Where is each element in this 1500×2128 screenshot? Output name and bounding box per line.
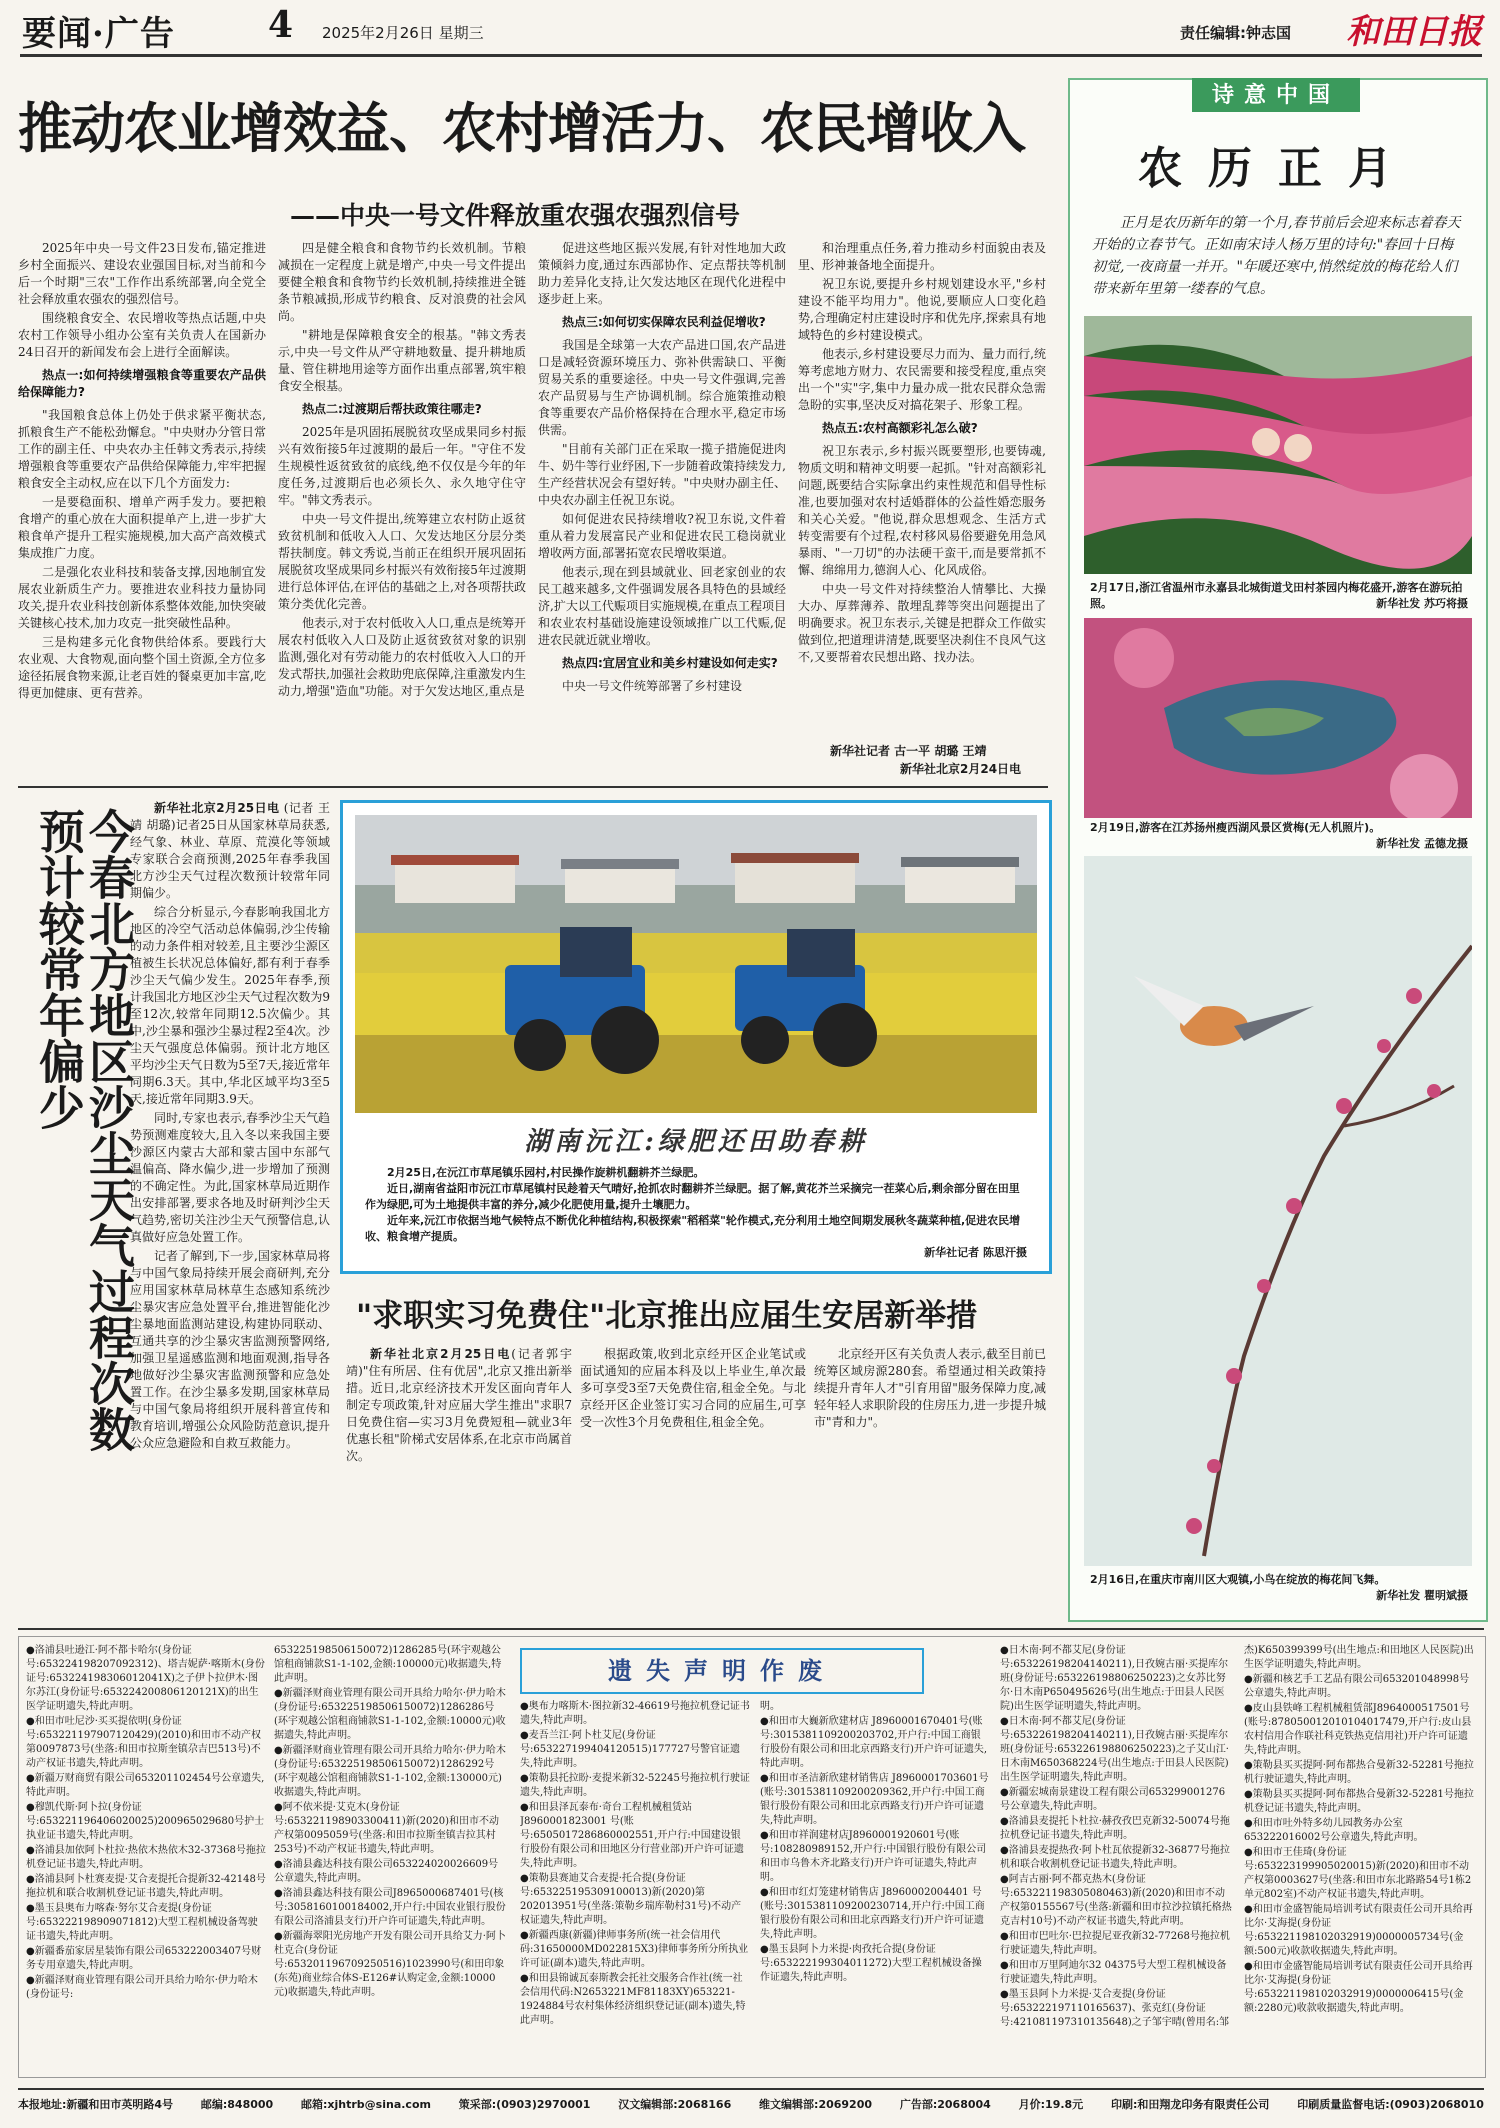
notice-item: ●洛浦县吐逊江·阿不都卡哈尔(身份证号:653224198207092312)、塔吉妮萨·喀斯木(身份证号:653224198306012041X)之子伊卜拉伊木·图尔苏江(身份证号:653224200806120121X)的出生医学证明遗失,特此声明。 bbox=[26, 1645, 265, 1712]
notice-column-2 bbox=[274, 1644, 508, 2070]
issue-date: 2025年2月26日 星期三 bbox=[322, 24, 484, 42]
jobs-para-1: "住有所居、住有优居",北京又推出新举措。近日,北京经济技术开发区面向青年人制定专项政策,针对应届大学生推出"求职7日免费住宿—实习3月免费短租—就业3年优惠长租"阶梯式安居体系,在北京市尚属首次。 bbox=[346, 1364, 572, 1463]
notice-item: ●新疆番茄家居星装饰有限公司653222003407号财务专用章遗失,特此声明。 bbox=[26, 1946, 262, 1971]
notice-item: ●新疆万财商贸有限公司653201102454号公章遗失,特此声明。 bbox=[26, 1773, 265, 1798]
notice-item: ●洛浦县阿卜杜赛麦提·艾合麦提托合提新32-42148号拖拉机和联合收割机登记证书遗失,特此声明。 bbox=[26, 1874, 266, 1899]
lead-paragraph: 他表示,对于农村低收入人口,重点是统筹开展农村低收入人口及防止返贫致贫对象的识别监测,强化对有劳动能力的农村低收入人口的开发式帮扶,加强社会救助兜底保障,注重激发内生动力,增强"造血"功能。对于欠发达地区,重点是 bbox=[278, 616, 526, 698]
footer-printer: 印刷:和田翔龙印务有限责任公司 bbox=[1111, 2098, 1270, 2111]
lead-hot-topic-heading: 热点二:过渡期后帮扶政策往哪走? bbox=[302, 402, 482, 416]
notice-item: ●新疆西康(新疆)律师事务所(统一社会信用代码:31650000MD022815X3)律师事务所分所执业许可证(副本)遗失,特此声明。 bbox=[520, 1930, 749, 1969]
lead-paragraph: 促进这些地区振兴发展,有针对性地加大政策倾斜力度,通过东西部协作、定点帮扶等机制助力差异化支持,让欠发达地区在现代化进程中逐步赶上来。 bbox=[538, 241, 786, 306]
lead-paragraph: 三是构建多元化食物供给体系。要践行大农业观、大食物观,面向整个国土资源,全方位多途径拓展食物来源,让老百姓的餐桌更加丰富,吃得更加健康、更有营养。 bbox=[18, 635, 266, 700]
lead-paragraph: 祝卫东说,要提升乡村规划建设水平,"乡村建设不能平均用力"。他说,要顺应人口变化趋势,合理确定村庄建设时序和优先序,探索具有地域特色的乡村建设模式。 bbox=[798, 277, 1046, 342]
lead-paragraph: "目前有关部门正在采取一揽子措施促进肉牛、奶牛等行业纾困,下一步随着政策持续发力,生产经营状况会有望好转。"中央财办副主任、中央农办副主任祝卫东说。 bbox=[538, 442, 786, 507]
notice-item: ●和田市吐尼沙·买买提依明(身份证号:653221197907120429)(2010)和田市不动产权第0097873号(坐落:和田市拉斯奎镇尕吉巴513号)不动产权证书遗失,特此声明。 bbox=[26, 1716, 262, 1769]
lead-paragraph: 2025年中央一号文件23日发布,锚定推进乡村全面振兴、建设农业强国目标,对当前和今后一个时期"三农"工作作出系统部署,向全党全社会释放重农强农的强烈信号。 bbox=[18, 241, 266, 306]
footer-uyghur-editorial: 维文编辑部:2069200 bbox=[759, 2098, 873, 2111]
footer-ads: 广告部:2068004 bbox=[899, 2098, 991, 2111]
notice-item: ●和田市万里阿迪尔32 04375号大型工程机械设备行驶证遗失,特此声明。 bbox=[1000, 1960, 1227, 1985]
lead-paragraph: 二是强化农业科技和装备支撑,因地制宜发展农业新质生产力。要推进农业科技力量协同攻关,提升农业科技创新体系整体效能,加快突破关键核心技术,加力攻克一批突破性品种。 bbox=[18, 565, 266, 630]
notice-item: ●和田市王佳琦(身份证号:653223199905020015)新(2020)和田市不动产权第0003627号(坐落:和田市东北路路54号1栋2单元802室)不动产权证书遗失,特此声明。 bbox=[1244, 1847, 1472, 1900]
jobs-para-2: 根据政策,收到北京经开区企业笔试或面试通知的应届本科及以上毕业生,单次最多可享受3至7天免费住宿,租金全免。与北京经开区企业签订实习合同的应届生,可享受一次性3个月免费租住,租金全免。 bbox=[580, 1347, 806, 1429]
notice-item: ●和田县泽瓦泰布·奇台工程机械租赁站 J8960001823001 号(账号:6505017286860002551,开户行:中国建设银行股份有限公司和田地区分行营业部)开户许可证遗失,特此声明。 bbox=[520, 1802, 744, 1869]
notice-item: ●日木南·阿不都艾尼(身份证号:653226198204140211),日孜婉古丽·买提库尔班(身份证号:653226198806250223)之子艾山江·日木南M650368224号(出生地点:于田县人民医院)出生医学证明遗失,特此声明。 bbox=[1000, 1716, 1229, 1783]
lead-byline: 新华社记者 古一平 胡璐 王靖 bbox=[830, 744, 987, 758]
notice-item: ●墨玉县奥布力喀森·努尔艾合麦提(身份证号:653222198909071812)大型工程机械设备驾驶证书遗失,特此声明。 bbox=[26, 1903, 258, 1942]
notice-item: ●和田县锦诚瓦泰斯教会托社交服务合作社(统一社会信用代码:N2653221MF81183XY)653221-1924884号农村集体经济组织登记证(副本)遗失,特此声明。 bbox=[520, 1973, 746, 2026]
dust-reporters: (记者 王靖 胡璐) bbox=[130, 801, 330, 832]
lead-paragraph: 围绕粮食安全、农民增收等热点话题,中央农村工作领导小组办公室有关负责人在国新办24日召开的新闻发布会上进行全面解读。 bbox=[18, 311, 266, 359]
notice-column-4 bbox=[760, 1700, 990, 2070]
lead-paragraph: "我国粮食总体上仍处于供求紧平衡状态,抓粮食生产不能松劲懈怠。"中央财办分管日常工作的副主任、中央农办主任韩文秀表示,持续增强粮食等重要农产品供给保障能力,牢牢把握粮食安全主动权,应在以下几个方面发力: bbox=[18, 408, 266, 490]
lead-paragraph: 中央一号文件提出,统筹建立农村防止返贫致贫机制和低收入人口、欠发达地区分层分类帮扶制度。韩文秀说,当前正在组织开展巩固拓展脱贫攻坚成果同乡村振兴有效衔接5年过渡期进行总体评估,在评估的基础之上,对各项帮扶政策分类优化完善。 bbox=[278, 512, 526, 611]
photo-caption-line-1: 2月25日,在沅江市草尾镇乐园村,村民操作旋耕机翻耕芥兰绿肥。 bbox=[387, 1166, 705, 1179]
lead-dateline-end: 新华社北京2月24日电 bbox=[900, 762, 1022, 776]
notice-item: ●洛浦县麦提热孜·阿卜杜瓦依提新32-36877号拖拉机和联合收割机登记证书遗失,特此声明。 bbox=[1000, 1845, 1230, 1870]
lead-paragraph: 和治理重点任务,着力推动乡村面貌由表及里、形神兼备地全面提升。 bbox=[798, 241, 1046, 272]
notice-item: ●策勒县赛迪艾合麦提·托合提(身份证号:653225195309100013)新(2020)第202013951号(坐落:策勒乡瑞库勒村31号)不动产权证遗失,特此声明。 bbox=[520, 1873, 742, 1926]
photo-caption-title: 湖南沅江:绿肥还田助春耕 bbox=[524, 1127, 868, 1157]
notice-item: ●洛浦县鑫达科技有限公司J8965000687401号(核号:3058160100184002,开户行:中国农业银行股份有限公司洛浦县支行)开户许可证遗失,特此声明。 bbox=[274, 1888, 506, 1927]
poetry-caption-2-text: 2月19日,游客在江苏扬州瘦西湖风景区赏梅(无人机照片)。 bbox=[1090, 821, 1381, 834]
notice-item: ●日木南·阿不都艾尼(身份证号:653226198204140211),日孜婉古丽·买提库尔班(身份证号:653226198806250223)之女苏比努尔·日木南P650495626号(出生地点:于田县人民医院)出生医学证明遗失,特此声明。 bbox=[1000, 1645, 1229, 1712]
footer-address: 本报地址:新疆和田市英明路4号 bbox=[18, 2098, 174, 2111]
lead-paragraph: 2025年是巩固拓展脱贫攻坚成果同乡村振兴有效衔接5年过渡期的最后一年。"守住不发生规模性返贫致贫的底线,绝不仅仅是今年的年度任务,过渡期后也必须长久、永久地守住守牢。"韩文秀表示。 bbox=[278, 425, 526, 507]
lead-hot-topic-heading: 热点五:农村高额彩礼怎么破? bbox=[822, 421, 978, 435]
poetry-title: 农历正月 bbox=[1138, 143, 1418, 194]
notice-item: ●新疆泽财商业管理有限公司开具给力哈尔·伊力哈木(身份证号: bbox=[26, 1975, 258, 2000]
dust-para-3: 同时,专家也表示,春季沙尘天气趋势预测难度较大,且入冬以来我国主要沙源区内蒙古大部和蒙古国中东部气温偏高、降水偏少,进一步增加了预测的不确定性。为此,国家林草局近期作出安排部署,要求各地及时研判沙尘天气趋势,密切关注沙尘天气预警信息,认真做好应急处置工作。 bbox=[130, 1111, 330, 1244]
lead-column-4 bbox=[798, 240, 1046, 760]
jobs-body-col-1 bbox=[18, 1346, 338, 1536]
poetry-caption-3 bbox=[1090, 1572, 1468, 1604]
jobs-para-3: 北京经开区有关负责人表示,截至目前已统筹区域房源280套。希望通过相关政策持续提升青年人才"引育用留"服务保障力度,减轻年轻人求职阶段的住房压力,进一步提升城市"青和力"。 bbox=[814, 1347, 1046, 1429]
section-title: 要闻·广告 bbox=[22, 14, 175, 54]
notice-item: ●阿吉古丽·阿不都克热木(身份证号:653221198305080463)新(2020)和田市不动产权第0155567号(坐落:新疆和田市拉沙拉镇托格热克吉村10号)不动产权证书遗失,特此声明。 bbox=[1000, 1874, 1232, 1927]
masthead-bar bbox=[0, 0, 1500, 56]
notice-item: ●麦吾兰江·阿卜杜艾尼(身份证号:653227199404120515)177727号警官证遗失,特此声明。 bbox=[520, 1730, 740, 1769]
notice-item: ●墨玉县阿卜力米提·肉孜托合提(身份证号:653222199304011272)大型工程机械设备操作证遗失,特此声明。 bbox=[760, 1944, 982, 1983]
notice-item: 明。 bbox=[760, 1701, 780, 1712]
footer-price: 月价:19.8元 bbox=[1018, 2098, 1084, 2111]
notice-item: ●新疆海翠阳光房地产开发有限公司开具给艾力·阿卜杜克合(身份证号:653201196709250516)1023990号(和田印象(东苑)商业综合体S-E126#认购定金,金额:10000元)收据遗失,特此声明。 bbox=[274, 1931, 506, 1998]
lead-hot-topic-heading: 热点四:宜居宜业和美乡村建设如何走实? bbox=[562, 656, 778, 670]
notice-item: ●墨玉县阿卜力米提·艾合麦提(身份证号:653222197110165637)、张克红(身份证号:421081197310135648)之子邹宇晴(曾用名:邹 bbox=[1000, 1989, 1230, 2028]
header-rule bbox=[20, 54, 1482, 57]
poetry-credit-2: 新华社发 孟德龙摄 bbox=[1376, 837, 1468, 850]
poetry-caption-1-text: 2月17日,浙江省温州市永嘉县北城街道戈田村茶园内梅花盛开,游客在游玩拍照。 bbox=[1090, 581, 1463, 610]
lead-paragraph: 四是健全粮食和食物节约长效机制。节粮减损在一定程度上就是增产,中央一号文件提出要健全粮食和食物节约长效机制,持续推进全链条节粮减损,形成节约粮食、反对浪费的社会风尚。 bbox=[278, 241, 526, 323]
lead-paragraph: 他表示,现在到县域就业、回老家创业的农民工越来越多,文件强调发展各具特色的县域经济,扩大以工代赈项目实施规模,在重点工程项目和农业农村基础设施建设领域推广以工代赈,促进农民就近就业增收。 bbox=[538, 565, 786, 647]
notice-item: ●穆凯代斯·阿卜拉(身份证号:653221196406020025)200965029680号护士执业证书遗失,特此声明。 bbox=[26, 1802, 265, 1841]
footer-email: 邮箱:xjhtrb@sina.com bbox=[301, 2098, 431, 2111]
notice-item: ●洛浦县加依阿卜杜拉·热依木热依木32-37368号拖拉机登记证书遗失,特此声明。 bbox=[26, 1845, 266, 1870]
notice-item: ●阿不依米提·艾克木(身份证号:653221198903300411)新(2020)和田市不动产权第0095059号(坐落:和田市拉斯奎镇吉拉其村253号)不动产权证书遗失,特此声明。 bbox=[274, 1802, 500, 1855]
notice-item: ●新疆泽财商业管理有限公司开具给力哈尔·伊力哈木(身份证号:653225198506150072)1286292号(环宇观越公馆租商铺款S1-1-102,金额:130000元)收据遗失,特此声明。 bbox=[274, 1745, 506, 1798]
lead-paragraph: 中央一号文件统筹部署了乡村建设 bbox=[562, 679, 743, 693]
notice-item: ●和田市吐外特多幼儿园教务办公室653222016002号公章遗失,特此声明。 bbox=[1244, 1818, 1424, 1843]
notices-top-rule bbox=[18, 1628, 1484, 1630]
jobs-dateline: 新华社北京2月25日电 bbox=[370, 1347, 512, 1361]
photo-caption-body bbox=[365, 1165, 1027, 1261]
poetry-credit-3: 新华社发 瞿明斌摄 bbox=[1376, 1589, 1468, 1602]
poetry-credit-1: 新华社发 苏巧将摄 bbox=[1376, 597, 1468, 610]
lead-hot-topic-heading: 热点一:如何持续增强粮食等重要农产品供给保障能力? bbox=[18, 368, 266, 399]
notice-column-6 bbox=[1244, 1644, 1478, 2070]
notice-item: ●新疆和核艺手工艺品有限公司653201048998号公章遗失,特此声明。 bbox=[1244, 1674, 1470, 1699]
poetry-tag: 诗意中国 bbox=[1192, 78, 1360, 112]
lead-paragraph: 祝卫东表示,乡村振兴既要塑形,也要铸魂,物质文明和精神文明要一起抓。"针对高额彩礼问题,既要结合实际拿出约束性规范和倡导性标准,也要加强对农村适婚群体的公益性婚恋服务和关心关爱。"他说,群众思想观念、生活方式转变需要有个过程,农村移风易俗要避免用急风暴雨、"一刀切"的办法硬干蛮干,而是要常抓不懈、绵绵用力,德润人心、化风成俗。 bbox=[798, 444, 1046, 577]
notice-column-1 bbox=[26, 1644, 266, 2070]
poetry-caption-3-text: 2月16日,在重庆市南川区大观镇,小鸟在绽放的梅花间飞舞。 bbox=[1090, 1573, 1386, 1586]
jobs-body-col-3 bbox=[580, 1346, 806, 1536]
lead-paragraph: 我国是全球第一大农产品进口国,农产品进口是减轻资源环境压力、弥补供需缺口、平衡贸易关系的重要途径。中央一号文件强调,完善农产品贸易与生产协调机制。综合施策推动粮食等重要农产品价格保持在合理水平,稳定市场供需。 bbox=[538, 338, 786, 437]
lead-column-3 bbox=[538, 240, 786, 760]
notice-item: ●和田市大巍新欣建材店 J8960001670401号(账号:3015381109200203702,开户行:中国工商银行股份有限公司和田北京西路支行)开户许可证遗失,特此声明。 bbox=[760, 1716, 988, 1769]
footer-hanzi-editorial: 汉文编辑部:2068166 bbox=[618, 2098, 732, 2111]
editor-credit: 责任编辑:钟志国 bbox=[1180, 24, 1291, 42]
footer-rule bbox=[18, 2088, 1484, 2090]
notice-item: 杰)K650399399号(出生地点:和田地区人民医院)出生医学证明遗失,特此声明。 bbox=[1244, 1645, 1474, 1670]
notice-item: ●和田市红灯笼建材销售店 J8960002004401 号(账号:3015381109200230714,开户行:中国工商银行股份有限公司和田北京西路支行)开户许可证遗失,特此声明。 bbox=[760, 1887, 985, 1940]
footer-office: 策采部:(0903)2970001 bbox=[458, 2098, 591, 2111]
notice-item: ●和田市圣洁新欣建材销售店 J8960001703601号(账号:3015381109200209362,开户行:中国工商银行股份有限公司和田北京西路支行)开户许可证遗失,特此声明。 bbox=[760, 1773, 989, 1826]
lead-column-2 bbox=[278, 240, 526, 760]
plum-tea-garden-photo bbox=[1084, 316, 1472, 574]
jobs-headline: "求职实习免费住"北京推出应届生安居新举措 bbox=[356, 1298, 978, 1334]
lead-headline: 推动农业增效益、农村增活力、农民增收入 bbox=[18, 96, 1025, 160]
lead-paragraph: "耕地是保障粮食安全的根基。"韩文秀表示,中央一号文件从严守耕地数量、提升耕地质量、管住耕地用途等方面作出重点部署,筑牢粮食安全根基。 bbox=[278, 328, 526, 393]
notice-item: ●策勒县买买提阿·阿布都热合曼新32-52281号拖拉机行驶证遗失,特此声明。 bbox=[1244, 1760, 1474, 1785]
notice-item: ●策勒县托拉盼·麦提米新32-52245号拖拉机行驶证遗失,特此声明。 bbox=[520, 1773, 750, 1798]
notice-item: 653225198506150072)1286285号(环宇观越公馆租商铺款S1-1-102,金额:100000元)收据遗失,特此声明。 bbox=[274, 1645, 502, 1684]
notice-item: ●和田市金盛智能局培训考试有限责任公司开具给再比尔·艾海提(身份证号:653221198102032919)0000006415号(金额:2280元)收款收据遗失,特此声明。 bbox=[1244, 1961, 1473, 2014]
poetry-caption-1 bbox=[1090, 580, 1468, 612]
notice-item: ●洛浦县麦提托卜杜拉·赫孜孜巴克新32-50074号拖拉机登记证书遗失,特此声明。 bbox=[1000, 1816, 1230, 1841]
jobs-reporter: (记者郭宇靖) bbox=[346, 1347, 572, 1378]
notice-item: ●和田市巴吐尔·巴拉提尼亚孜新32-77268号拖拉机行驶证遗失,特此声明。 bbox=[1000, 1931, 1230, 1956]
photo-credit: 新华社记者 陈思汗摄 bbox=[924, 1246, 1027, 1259]
notice-item: ●策勒县买买提阿·阿布都热合曼新32-52281号拖拉机登记证书遗失,特此声明。 bbox=[1244, 1789, 1474, 1814]
dust-para-1: 记者25日从国家林草局获悉,经气象、林业、草原、荒漠化等领域专家联合会商预测,2025年春季我国北方沙尘天气过程次数预计较常年同期偏少。 bbox=[130, 818, 330, 900]
lead-subheadline: ——中央一号文件释放重农强农强烈信号 bbox=[290, 201, 741, 230]
slender-west-lake-photo bbox=[1084, 618, 1472, 818]
photo-caption-line-3: 近年来,沅江市依据当地气候特点不断优化种植结构,积极探索"稻稻菜"轮作模式,充分利用土地空间期发展秋冬蔬菜种植,促进农民增收、粮食增产提质。 bbox=[365, 1214, 1021, 1243]
notice-item: ●和田市祥润建材店J8960001920601号(账号:108280989152,开户行:中国银行股份有限公司和田市乌鲁木齐北路支行)开户许可证遗失,特此声明。 bbox=[760, 1830, 987, 1883]
jobs-body-col-2 bbox=[346, 1346, 572, 1536]
notice-column-3 bbox=[520, 1700, 750, 2070]
notice-item: ●皮山县铁峰工程机械租赁部J8964000517501号(账号:878050012010104017479,开户行:皮山县农村信用合作联社科克铁热克信用社)开户许可证遗失,特此声明。 bbox=[1244, 1703, 1472, 1756]
lead-bottom-rule bbox=[18, 786, 1048, 788]
tractor-photo bbox=[355, 815, 1037, 1113]
notice-item: ●奥布力喀斯木·图拉新32-46619号拖拉机登记证书遗失,特此声明。 bbox=[520, 1701, 750, 1726]
dust-para-2: 综合分析显示,今春影响我国北方地区的冷空气活动总体偏弱,沙尘传输的动力条件相对较差,且主要沙尘源区植被生长状况总体偏好,都有利于春季沙尘天气偏少发生。2025年春季,预计我国北方地区沙尘天气过程次数为9至12次,较常年同期12.5次偏少。其中,沙尘暴和强沙尘暴过程2至4次。沙尘天气强度总体偏弱。预计北方地区平均沙尘天气日数为5至7天,接近常年同期6.3天。其中,华北区域平均3至5天,接近常年同期3.9天。 bbox=[130, 905, 330, 1106]
poetry-caption-2 bbox=[1090, 820, 1468, 852]
dust-dateline: 新华社北京2月25日电 bbox=[154, 801, 280, 815]
page-number: 4 bbox=[268, 4, 294, 46]
jobs-body-col-4 bbox=[814, 1346, 1046, 1536]
footer-postcode: 邮编:848000 bbox=[200, 2098, 274, 2111]
poetry-panel bbox=[1068, 78, 1488, 1622]
notice-item: ●新疆泽财商业管理有限公司开具给力哈尔·伊力哈木(身份证号:653225198506150072)1286286号(环宇观越公馆租商铺款S1-1-102,金额:10000元)收据遗失,特此声明。 bbox=[274, 1688, 506, 1741]
notice-column-5 bbox=[1000, 1644, 1234, 2070]
bird-plum-blossom-photo bbox=[1084, 856, 1472, 1566]
poetry-intro: 正月是农历新年的第一个月,春节前后会迎来标志着春天开始的立春节气。正如南宋诗人杨万里的诗句:"春回十日梅初觉,一夜商量一并开。"年暖还寒中,悄然绽放的梅花给人们带来新年里第一缕春的气息。 bbox=[1092, 215, 1461, 297]
footer-quality-line: 印刷质量监督电话:(0903)2068010 bbox=[1297, 2098, 1484, 2111]
lead-column-1 bbox=[18, 240, 266, 760]
lead-hot-topic-heading: 热点三:如何切实保障农民利益促增收? bbox=[562, 315, 766, 329]
lead-paragraph: 中央一号文件对持续整治人情攀比、大操大办、厚葬薄养、散埋乱葬等突出问题提出了明确要求。祝卫东表示,关键是把群众工作做实做到位,把道理讲清楚,既要坚决刹住不良风气这不,又要帮着农民想出路、找办法。 bbox=[798, 582, 1046, 664]
dust-headline: 今春北方地区沙尘天气过程次数预计较常年偏少 bbox=[32, 808, 136, 1452]
dust-para-4: 记者了解到,下一步,国家林草局将与中国气象局持续开展会商研判,充分应用国家林草局林草生态感知系统沙尘暴灾害应急处置平台,推进智能化沙尘暴地面监测站建设,构建协同联动、互通共享的沙尘暴灾害监测预警网络,加强卫星遥感监测和地面观测,指导各地做好沙尘暴灾害监测预警和应急处置工作。在沙尘暴多发期,国家林草局与中国气象局将组织开展科普宣传和教育培训,增强公众风险防范意识,提升公众应急避险和自救互救能力。 bbox=[130, 1249, 330, 1450]
photo-feature-box bbox=[340, 800, 1052, 1274]
photo-caption-line-2: 近日,湖南省益阳市沅江市草尾镇村民趁着天气晴好,抢抓农时翻耕芥兰绿肥。据了解,黄花芥兰采摘完一茬菜心后,剩余部分留在田里作为绿肥,可为土地提供丰富的养分,减少化肥使用量,提升土壤肥力。 bbox=[365, 1182, 1020, 1211]
notice-item: ●和田市金盛智能局培训考试有限责任公司开具给再比尔·艾海提(身份证号:653221198102032919)0000005734号(金额:500元)收款收据遗失,特此声明。 bbox=[1244, 1904, 1473, 1957]
lead-paragraph: 他表示,乡村建设要尽力而为、量力而行,统筹考虑地方财力、农民需要和接受程度,重点突出一个"实"字,集中力量办成一批农民群众急需急盼的实事,坚决反对搞花架子、形象工程。 bbox=[798, 347, 1046, 412]
footer-bar bbox=[18, 2096, 1484, 2112]
lead-paragraph: 如何促进农民持续增收?祝卫东说,文件着重从着力发展富民产业和促进农民工稳岗就业增收两方面,部署拓宽农民增收渠道。 bbox=[538, 512, 786, 560]
lead-paragraph: 一是要稳面积、增单产两手发力。要把粮食增产的重心放在大面积提单产上,进一步扩大粮食单产提升工程实施规模,加大高产高效模式集成推广力度。 bbox=[18, 495, 266, 560]
notices-title: 遗失声明作废 bbox=[520, 1648, 924, 1694]
notice-item: ●洛浦县鑫达科技有限公司653224020026609号公章遗失,特此声明。 bbox=[274, 1859, 499, 1884]
notice-item: ●新疆宏城南景建设工程有限公司653299001276号公章遗失,特此声明。 bbox=[1000, 1787, 1226, 1812]
paper-logo: 和田日报 bbox=[1346, 12, 1482, 52]
